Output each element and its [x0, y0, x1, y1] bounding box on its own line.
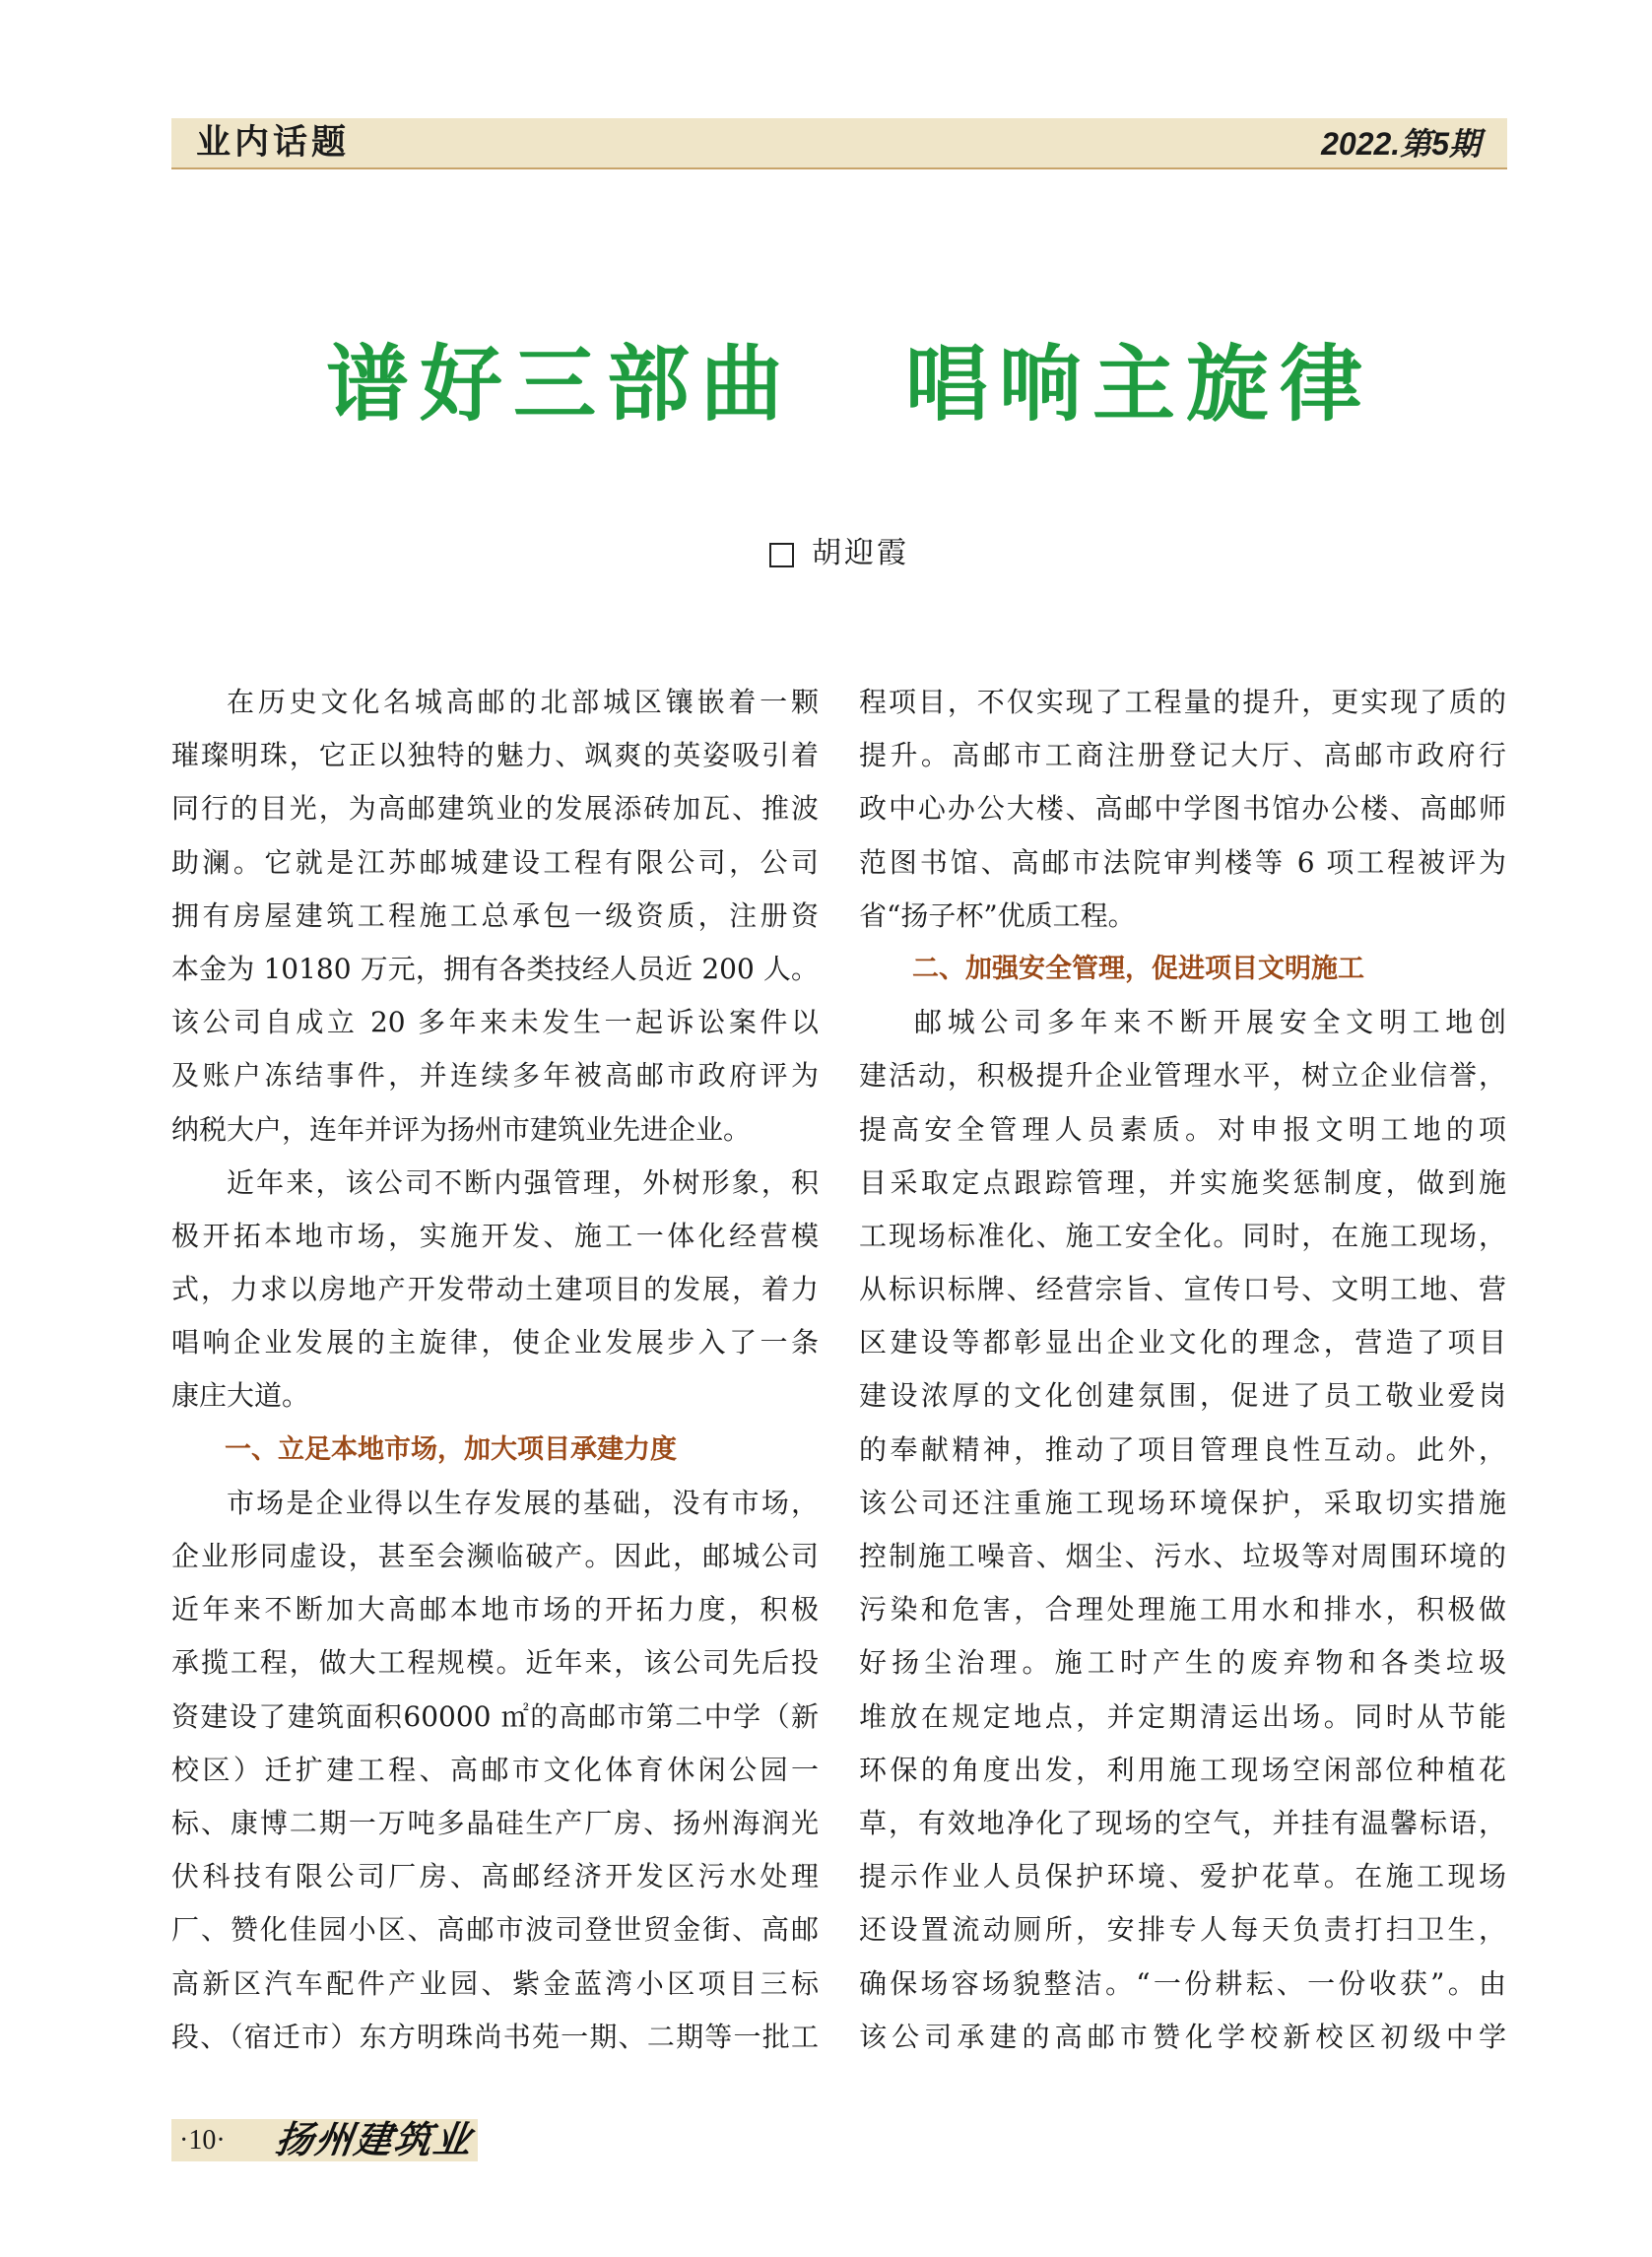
- issue-label: 2022.第5期: [1321, 126, 1481, 162]
- body-text-line: 程项目，不仅实现了工程量的提升，更实现了质的: [859, 686, 1506, 718]
- publication-logo: 扬州建筑业: [272, 2117, 477, 2161]
- body-text-line: 唱响企业发展的主旋律，使企业发展步入了一条: [171, 1326, 819, 1360]
- body-text-line: 好扬尘治理。施工时产生的废弃物和各类垃圾: [859, 1646, 1506, 1680]
- body-text-line: 高新区汽车配件产业园、紫金蓝湾小区项目三标: [171, 1966, 819, 2000]
- body-text-line: 企业形同虚设，甚至会濒临破产。因此，邮城公司: [171, 1540, 819, 1572]
- body-text-line: 纳税大户，连年并评为扬州市建筑业先进企业。: [171, 1112, 752, 1146]
- body-text-line: 建活动，积极提升企业管理水平，树立企业信誉，: [859, 1059, 1506, 1093]
- body-text-line: 极开拓本地市场，实施开发、施工一体化经营模: [171, 1219, 819, 1252]
- body-text-line: 的奉献精神，推动了项目管理良性互动。此外，: [859, 1432, 1506, 1466]
- body-text-line: 段、（宿迁市）东方明珠尚书苑一期、二期等一批工: [171, 2020, 819, 2053]
- body-text-line: 还设置流动厕所，安排专人每天负责打扫卫生，: [859, 1913, 1506, 1947]
- body-text-line: 从标识标牌、经营宗旨、宣传口号、文明工地、营: [859, 1273, 1506, 1306]
- body-text-line: 该公司还注重施工现场环境保护，采取切实措施: [859, 1486, 1506, 1519]
- body-text-line: 伏科技有限公司厂房、高邮经济开发区污水处理: [171, 1860, 819, 1893]
- body-text-line: 堆放在规定地点，并定期清运出场。同时从节能: [859, 1699, 1506, 1733]
- body-text-line: 控制施工噪音、烟尘、污水、垃圾等对周围环境的: [859, 1540, 1506, 1572]
- body-text-line: 确保场容场貌整洁。“一份耕耘、一份收获”。由: [859, 1966, 1506, 2000]
- body-text-line: 邮城公司多年来不断开展安全文明工地创: [914, 1006, 1506, 1039]
- article-column-right: [859, 676, 1506, 2064]
- section-heading: 二、加强安全管理，促进项目文明施工: [912, 953, 1364, 984]
- body-text-line: 区建设等都彰显出企业文化的理念，营造了项目: [859, 1326, 1506, 1360]
- running-header: [171, 118, 1507, 169]
- body-text-line: 市场是企业得以生存发展的基础，没有市场，: [227, 1486, 819, 1519]
- body-text-line: 同行的目光，为高邮建筑业的发展添砖加瓦、推波: [171, 792, 819, 826]
- hollow-square-icon: [769, 543, 794, 567]
- body-text-line: 式，力求以房地产开发带动土建项目的发展，着力: [171, 1273, 819, 1306]
- body-text-line: 本金为 10180 万元，拥有各类技经人员近 200 人。: [171, 952, 819, 985]
- article-column-left: [171, 676, 819, 2064]
- article-title-part1: 谱好三部曲: [326, 336, 795, 432]
- body-text-line: 政中心办公大楼、高邮中学图书馆办公楼、高邮师: [859, 792, 1506, 826]
- body-text-line: 环保的角度出发，利用施工现场空闲部位种植花: [859, 1753, 1506, 1786]
- article-title-part2: 唱响主旋律: [905, 336, 1374, 432]
- body-text-line: 草，有效地净化了现场的空气，并挂有温馨标语，: [859, 1806, 1506, 1839]
- section-heading: 一、立足本地市场，加大项目承建力度: [225, 1433, 677, 1465]
- body-text-line: 该公司承建的高邮市赞化学校新校区初级中学: [859, 2020, 1506, 2053]
- body-text-line: 污染和危害，合理处理施工用水和排水，积极做: [859, 1593, 1506, 1626]
- body-text-line: 该公司自成立 20 多年来未发生一起诉讼案件以: [171, 1006, 819, 1039]
- body-text-line: 助澜。它就是江苏邮城建设工程有限公司，公司: [171, 845, 819, 879]
- body-text-line: 在历史文化名城高邮的北部城区镶嵌着一颗: [227, 686, 819, 718]
- body-text-line: 提高安全管理人员素质。对申报文明工地的项: [859, 1112, 1506, 1146]
- body-text-line: 拥有房屋建筑工程施工总承包一级资质，注册资: [171, 898, 819, 932]
- body-text-line: 康庄大道。: [171, 1379, 310, 1413]
- body-text-line: 建设浓厚的文化创建氛围，促进了员工敬业爱岗: [859, 1379, 1506, 1413]
- section-label: 业内话题: [196, 123, 351, 163]
- author-name: 胡迎霞: [812, 536, 909, 570]
- body-text-line: 厂、赞化佳园小区、高邮市波司登世贸金街、高邮: [171, 1913, 819, 1947]
- body-text-line: 及账户冻结事件，并连续多年被高邮市政府评为: [171, 1059, 819, 1093]
- body-text-line: 提升。高邮市工商注册登记大厅、高邮市政府行: [859, 739, 1506, 772]
- body-text-line: 校区）迁扩建工程、高邮市文化体育休闲公园一: [171, 1753, 819, 1786]
- body-text-line: 标、康博二期一万吨多晶硅生产厂房、扬州海润光: [171, 1806, 819, 1839]
- body-text-line: 提示作业人员保护环境、爱护花草。在施工现场: [859, 1860, 1506, 1893]
- page-number: ·10·: [179, 2125, 226, 2156]
- body-text-line: 省“扬子杯”优质工程。: [859, 898, 1136, 932]
- body-text-line: 近年来，该公司不断内强管理，外树形象，积: [227, 1165, 819, 1199]
- body-text-line: 资建设了建筑面积60000 ㎡的高邮市第二中学（新: [171, 1699, 819, 1733]
- body-text-line: 承揽工程，做大工程规模。近年来，该公司先后投: [171, 1646, 819, 1680]
- body-text-line: 近年来不断加大高邮本地市场的开拓力度，积极: [171, 1593, 819, 1626]
- body-text-line: 工现场标准化、施工安全化。同时，在施工现场，: [859, 1219, 1506, 1252]
- body-text-line: 目采取定点跟踪管理，并实施奖惩制度，做到施: [859, 1165, 1506, 1199]
- body-text-line: 璀璨明珠，它正以独特的魅力、飒爽的英姿吸引着: [171, 739, 819, 772]
- body-text-line: 范图书馆、高邮市法院审判楼等 6 项工程被评为: [859, 845, 1506, 879]
